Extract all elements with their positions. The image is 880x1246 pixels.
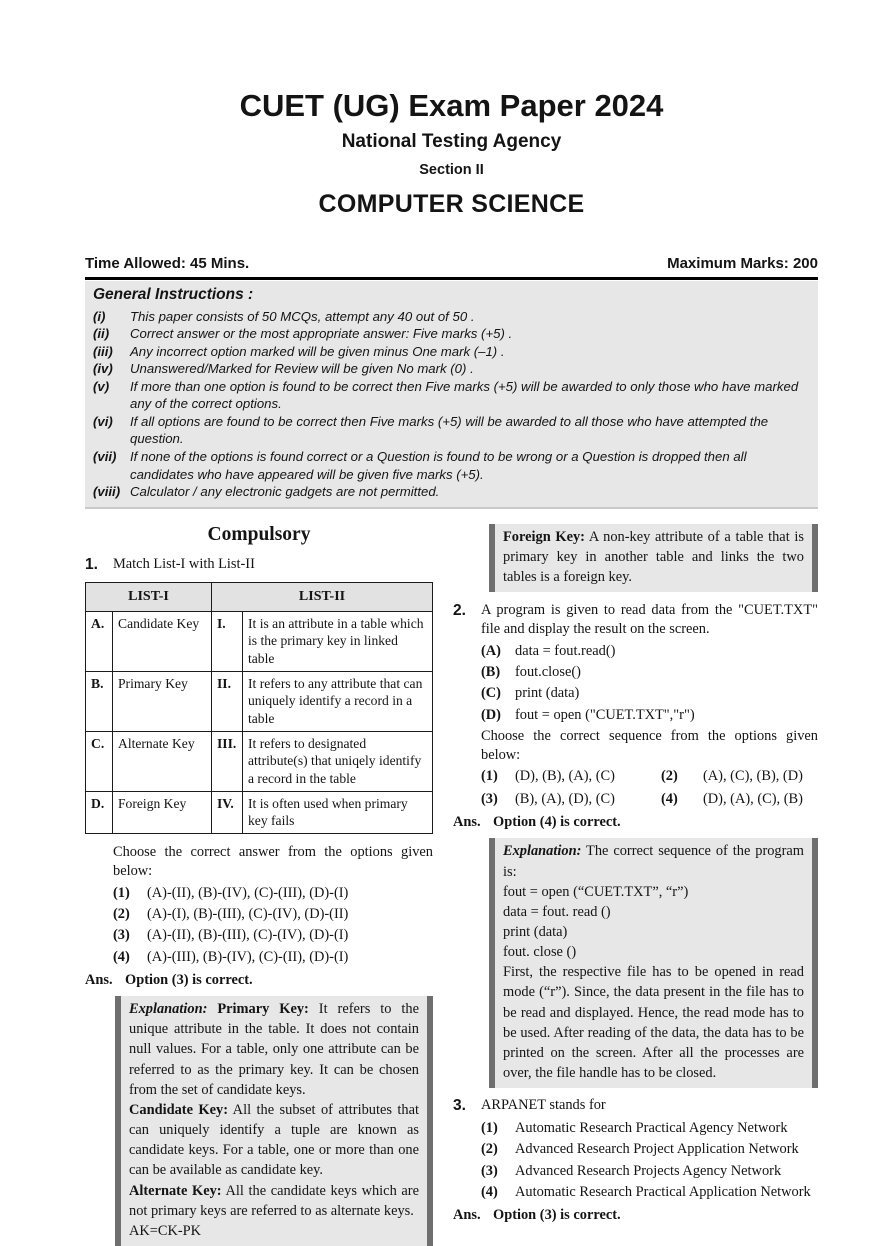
code-line: data = fout. read () xyxy=(503,903,611,920)
row-roman: III. xyxy=(212,731,243,791)
subject-title: COMPUTER SCIENCE xyxy=(318,190,585,218)
instruction-item xyxy=(93,448,808,483)
option-text: (A)-(I), (B)-(III), (C)-(IV), (D)-(II) xyxy=(147,905,349,922)
option-label: (1) xyxy=(113,884,130,901)
instruction-text: This paper consists of 50 MCQs, attempt any 40 out of 50 . xyxy=(130,308,475,324)
table-row xyxy=(86,611,433,671)
explanation-body: First, the respective file has to be opened in read mode (“r”). Since, the data present in the file has to be read and displayed. Hence, the read mode has to be used. After reading of the data, the data has to be printed on the screen. After all the processes are over, the file handle has to be closed. xyxy=(503,964,804,1082)
option-row xyxy=(481,1183,818,1202)
table-row xyxy=(86,671,433,731)
option-label: (B) xyxy=(481,663,501,680)
row-item: Foreign Key xyxy=(113,791,212,833)
row-letter: D. xyxy=(86,791,113,833)
option-label: (2) xyxy=(113,905,130,922)
answer-label: Ans. xyxy=(453,814,481,831)
option-row xyxy=(481,1140,818,1159)
option-text: (A)-(III), (B)-(IV), (C)-(II), (D)-(I) xyxy=(147,948,349,965)
instruction-text: If more than one option is found to be correct then Five marks (+5) will be awarded to only those who have marked any of the correct options. xyxy=(130,378,799,412)
option-text: Automatic Research Practical Agency Network xyxy=(515,1120,788,1136)
option-text: data = fout.read() xyxy=(515,642,616,659)
left-column xyxy=(85,522,433,1246)
row-item: Primary Key xyxy=(113,671,212,731)
option-text: (D), (B), (A), (C) xyxy=(515,768,615,785)
answer-line xyxy=(453,813,818,832)
row-desc: It refers to any attribute that can uniquely identify a record in a table xyxy=(243,671,433,731)
instruction-label: (vi) xyxy=(93,413,113,429)
code-option-row xyxy=(481,663,818,682)
instruction-text: Correct answer or the most appropriate answer: Five marks (+5) . xyxy=(130,326,513,342)
row-letter: B. xyxy=(86,671,113,731)
general-instructions-box xyxy=(85,281,818,509)
option-label: (4) xyxy=(113,948,130,965)
instruction-item xyxy=(93,360,808,378)
code-option-row xyxy=(481,642,818,661)
question-3 xyxy=(453,1096,818,1117)
explanation-lead: Explanation: xyxy=(129,1001,208,1018)
page-title: CUET (UG) Exam Paper 2024 xyxy=(239,88,664,123)
list2-header: LIST-II xyxy=(212,582,433,611)
option-label: (1) xyxy=(481,768,498,785)
choose-text: Choose the correct answer from the options given below: xyxy=(113,844,433,880)
agency-name: National Testing Agency xyxy=(341,131,562,152)
option-row xyxy=(481,1162,818,1181)
option-text: fout.close() xyxy=(515,663,581,680)
option-text: Advanced Research Project Application Network xyxy=(515,1141,799,1158)
option-label: (2) xyxy=(481,1141,498,1158)
row-item: Candidate Key xyxy=(113,611,212,671)
match-table xyxy=(85,582,433,835)
instruction-item xyxy=(93,308,808,326)
code-line: print (data) xyxy=(503,923,568,940)
compulsory-heading: Compulsory xyxy=(207,523,311,545)
instruction-text: If none of the options is found correct or a Question is found to be wrong or a Question is dropped then all candidates who have appeared will be given five marks (+5). xyxy=(130,448,747,482)
option-label: (1) xyxy=(481,1120,498,1136)
row-desc: It is often used when primary key fails xyxy=(243,791,433,833)
question-text: ARPANET stands for xyxy=(481,1097,606,1114)
key-text: All the candidate keys which are not primary keys are referred to as alternate keys. xyxy=(129,1182,419,1219)
option-text: print (data) xyxy=(515,685,580,702)
answer-text: Option (3) is correct. xyxy=(125,971,253,988)
explanation-paragraph xyxy=(129,1100,419,1181)
instruction-label: (i) xyxy=(93,308,106,324)
row-roman: IV. xyxy=(212,791,243,833)
question-number: 2. xyxy=(453,602,466,620)
option-label: (3) xyxy=(481,790,498,807)
instruction-label: (v) xyxy=(93,378,110,394)
instruction-text: If all options are found to be correct then Five marks (+5) will be awarded to all those who have attempted the question. xyxy=(130,413,769,447)
choose-text: Choose the correct sequence from the options given below: xyxy=(481,727,818,764)
explanation-paragraph xyxy=(503,841,804,881)
option-text: Automatic Research Practical Application Network xyxy=(515,1183,811,1200)
instruction-text: Any incorrect option marked will be given minus One mark (–1) . xyxy=(130,343,505,359)
key-term: Primary Key: xyxy=(217,1001,309,1018)
explanation-paragraph xyxy=(129,999,419,1100)
option-label: (A) xyxy=(481,642,501,659)
instruction-item xyxy=(93,413,808,448)
meta-row xyxy=(85,255,818,280)
key-text: A non-key attribute of a table that is primary key in another table and links the two tables is a foreign key. xyxy=(503,528,804,585)
row-letter: A. xyxy=(86,611,113,671)
option-row xyxy=(113,926,433,945)
table-row xyxy=(86,731,433,791)
paper-header xyxy=(85,88,818,219)
foreign-key-note xyxy=(489,524,818,592)
list1-header: LIST-I xyxy=(86,582,212,611)
formula-text: AK=CK-PK xyxy=(129,1222,202,1239)
option-text: (A)-(II), (B)-(III), (C)-(IV), (D)-(I) xyxy=(147,927,349,944)
option-row xyxy=(481,1119,818,1138)
explanation-lead: Explanation: xyxy=(503,843,582,860)
option-row xyxy=(113,884,433,903)
answer-text: Option (3) is correct. xyxy=(493,1207,621,1224)
key-term: Candidate Key: xyxy=(129,1101,228,1118)
right-column xyxy=(453,522,818,1246)
row-item: Alternate Key xyxy=(113,731,212,791)
option-text: (B), (A), (D), (C) xyxy=(515,790,615,807)
table-header-row xyxy=(86,582,433,611)
option-text: (A)-(II), (B)-(IV), (C)-(III), (D)-(I) xyxy=(147,884,349,901)
explanation-box-q2 xyxy=(489,838,818,1088)
instruction-label: (iv) xyxy=(93,361,113,377)
section-label: Section II xyxy=(419,162,484,178)
instruction-item xyxy=(93,343,808,361)
row-roman: I. xyxy=(212,611,243,671)
option-row xyxy=(113,948,433,967)
option-row xyxy=(113,905,433,924)
option-label: (D) xyxy=(481,706,501,723)
code-option-row xyxy=(481,706,818,725)
option-label: (2) xyxy=(661,768,678,785)
question-text: A program is given to read data from the "CUET.TXT" file and display the result on the screen. xyxy=(481,602,818,638)
question-2 xyxy=(453,601,818,640)
option-label: (4) xyxy=(661,790,678,807)
option-text: (A), (C), (B), (D) xyxy=(703,768,803,785)
sequence-options xyxy=(481,767,818,809)
row-desc: It refers to designated attribute(s) that uniqely identify a record in the table xyxy=(243,731,433,791)
row-roman: II. xyxy=(212,671,243,731)
key-term: Alternate Key: xyxy=(129,1182,222,1199)
option-text: Advanced Research Projects Agency Network xyxy=(515,1162,782,1179)
answer-label: Ans. xyxy=(453,1207,481,1224)
answer-line xyxy=(85,971,433,990)
key-text: It refers to the unique attribute in the table. It does not contain null values. For a table, only one attribute can be referred to as the primary key. It can be chosen from the set of candidate keys. xyxy=(129,1001,419,1098)
content-columns xyxy=(85,522,818,1246)
option-label: (C) xyxy=(481,685,501,702)
question-1 xyxy=(85,555,433,576)
option-label: (3) xyxy=(481,1162,498,1179)
key-text: All the subset of attributes that can uniquely identify a tuple are known as candidate keys. For a table, one or more than one can be available as candidate key. xyxy=(129,1101,419,1179)
row-desc: It is an attribute in a table which is the primary key in linked table xyxy=(243,611,433,671)
time-allowed: Time Allowed: 45 Mins. xyxy=(85,255,250,272)
instruction-item xyxy=(93,378,808,413)
explanation-box-q1 xyxy=(115,996,433,1246)
instruction-item xyxy=(93,483,808,501)
option-text: (D), (A), (C), (B) xyxy=(703,790,803,807)
maximum-marks: Maximum Marks: 200 xyxy=(667,255,818,272)
option-label: (4) xyxy=(481,1183,498,1200)
answer-line xyxy=(453,1206,818,1225)
instruction-text: Calculator / any electronic gadgets are not permitted. xyxy=(130,484,440,500)
answer-label: Ans. xyxy=(85,971,113,988)
key-term: Foreign Key: xyxy=(503,528,585,545)
explanation-intro: The correct sequence of the program is: xyxy=(503,843,805,880)
instructions-heading: General Instructions : xyxy=(93,286,254,303)
instruction-label: (ii) xyxy=(93,326,110,342)
instruction-label: (viii) xyxy=(93,484,121,500)
question-text: Match List-I with List-II xyxy=(113,555,255,572)
instruction-label: (iii) xyxy=(93,343,113,359)
answer-text: Option (4) is correct. xyxy=(493,814,621,831)
table-row xyxy=(86,791,433,833)
question-number: 1. xyxy=(85,555,98,573)
row-letter: C. xyxy=(86,731,113,791)
code-line: fout = open (“CUET.TXT”, “r”) xyxy=(503,883,689,900)
code-option-row xyxy=(481,684,818,703)
option-text: fout = open ("CUET.TXT","r") xyxy=(515,706,695,723)
code-line: fout. close () xyxy=(503,944,577,961)
question-number: 3. xyxy=(453,1097,466,1115)
instruction-text: Unanswered/Marked for Review will be given No mark (0) . xyxy=(130,361,474,377)
option-label: (3) xyxy=(113,927,130,944)
explanation-paragraph xyxy=(129,1181,419,1221)
instruction-label: (vii) xyxy=(93,448,117,464)
instruction-item xyxy=(93,325,808,343)
